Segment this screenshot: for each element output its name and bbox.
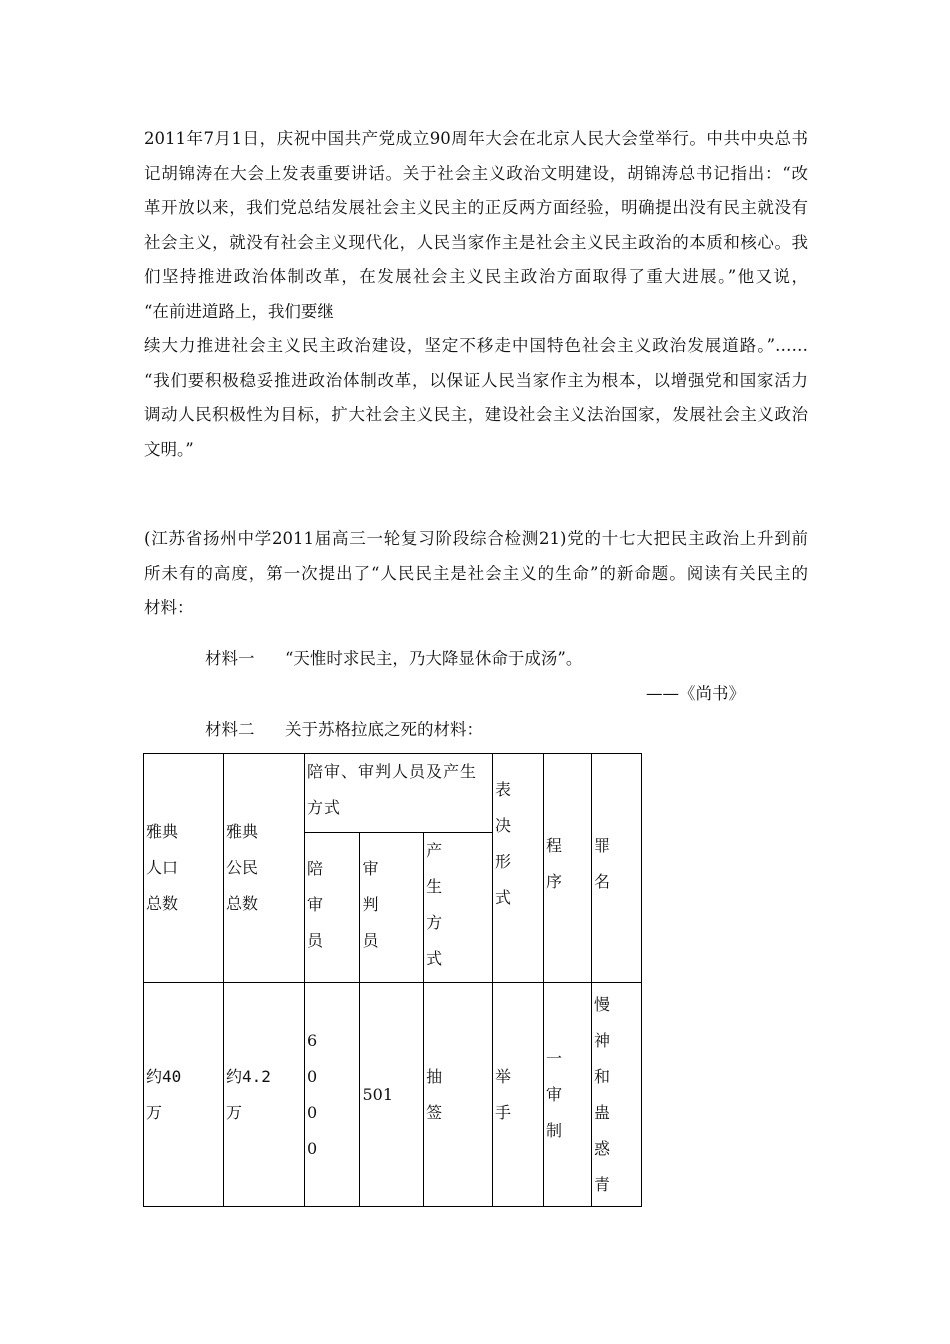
intro-line: 社会主义，就没有社会主义现代化，人民当家作主是社会主义民主政治的本质和核心。我 [144, 232, 808, 252]
intro-line: 革开放以来，我们党总结发展社会主义民主的正反两方面经验，明确提出没有民主就没有 [144, 198, 808, 217]
cell-voting: 举手 [493, 983, 544, 1207]
cell-citizens: 约4.2万 [224, 983, 305, 1207]
intro-line: 文明。” [144, 439, 194, 459]
intro-line: “在前进道路上，我们要继 [144, 301, 334, 321]
header-charge: 罪名 [592, 754, 642, 983]
cell-charge: 慢神和蛊惑青 [592, 983, 642, 1207]
material-two-text: 关于苏格拉底之死的材料： [285, 720, 483, 739]
cell-population: 约40万 [144, 983, 224, 1207]
material-one-quote: “天惟时求民主，乃大降显休命于成汤”。 [285, 649, 583, 668]
intro-line: 调动人民积极性为目标，扩大社会主义民主，建设社会主义法治国家，发展社会主义政治 [144, 405, 808, 424]
header-citizens: 雅典公民总数 [224, 754, 305, 983]
intro-line: 们坚持推进政治体制改革，在发展社会主义民主政治方面取得了重大进展。”他又说， [144, 267, 808, 286]
material-two-label: 材料二 [205, 720, 255, 739]
socrates-trial-table [143, 753, 642, 1207]
header-method: 产生方式 [424, 833, 493, 983]
question-line: (江苏省扬州中学2011届高三一轮复习阶段综合检测21)党的十七大把民主政治上升到前 [144, 529, 808, 548]
material-one [205, 644, 582, 674]
question-line: 所未有的高度，第一次提出了“人民民主是社会主义的生命”的新命题。阅读有关民主的 [144, 563, 808, 583]
header-population: 雅典人口总数 [144, 754, 224, 983]
question-line: 材料： [144, 598, 194, 617]
intro-paragraph [144, 122, 808, 467]
material-one-source: ——《尚书》 [646, 684, 745, 703]
header-voting: 表决形式 [493, 754, 544, 983]
material-two [205, 715, 483, 745]
cell-procedure: 一审制 [544, 983, 592, 1207]
header-procedure: 程序 [544, 754, 592, 983]
material-one-label: 材料一 [205, 649, 255, 668]
header-group: 陪审、审判人员及产生方式 [305, 754, 493, 833]
cell-method: 抽签 [424, 983, 493, 1207]
intro-line: 记胡锦涛在大会上发表重要讲话。关于社会主义政治文明建设，胡锦涛总书记指出：“改 [144, 163, 808, 183]
intro-line: 续大力推进社会主义民主政治建设，坚定不移走中国特色社会主义政治发展道路。”…… [144, 336, 808, 355]
cell-judges: 501 [360, 983, 424, 1207]
header-jurors: 陪审员 [305, 833, 360, 983]
intro-line: 2011年7月1日，庆祝中国共产党成立90周年大会在北京人民大会堂举行。中共中央总书 [144, 129, 808, 148]
intro-line: “我们要积极稳妥推进政治体制改革，以保证人民当家作主为根本，以增强党和国家活力 [144, 370, 808, 390]
cell-jurors: 6000 [305, 983, 360, 1207]
question-paragraph [144, 522, 808, 626]
header-judges: 审判员 [360, 833, 424, 983]
